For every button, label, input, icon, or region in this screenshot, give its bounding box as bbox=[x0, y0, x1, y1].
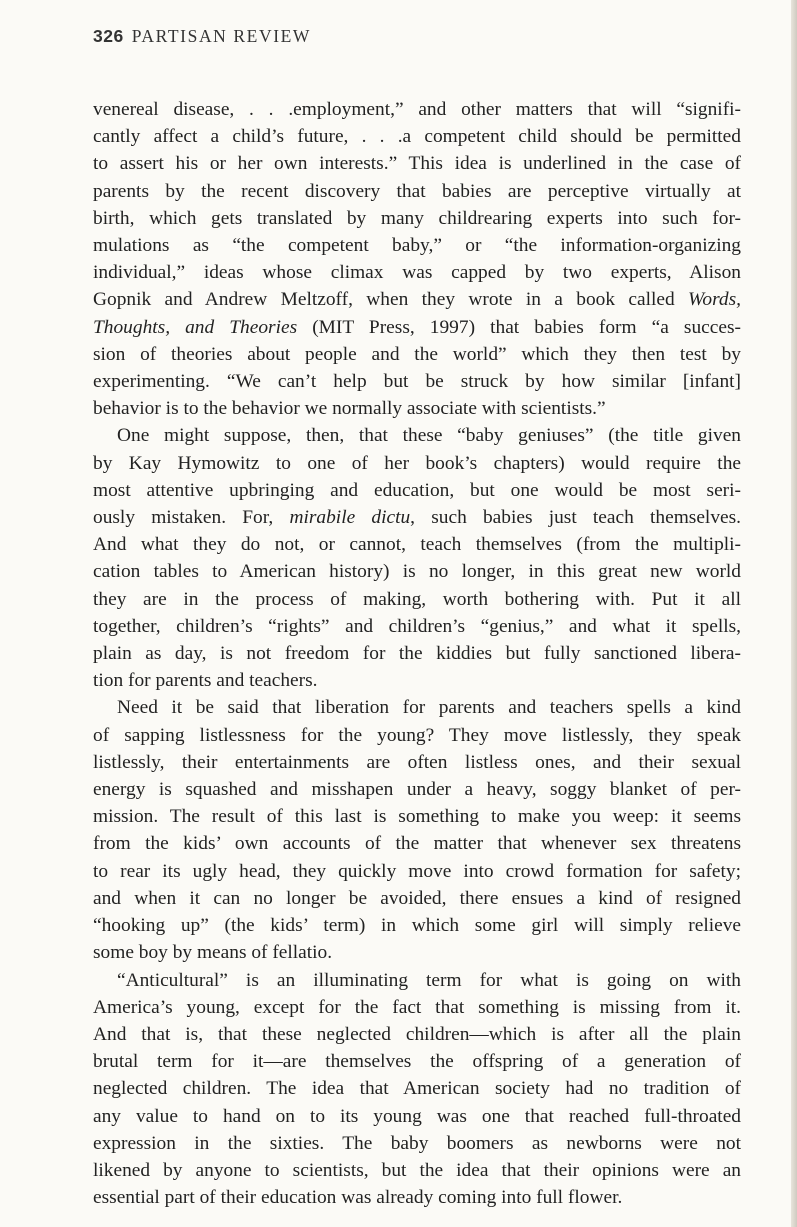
text-line bbox=[93, 558, 741, 585]
text-run: together, children’s “rights” and children’s “genius,” and what it spells, bbox=[93, 615, 741, 637]
text-run: Need it be said that liberation for parents and teachers spells a kind bbox=[117, 697, 741, 719]
text-line bbox=[93, 422, 741, 449]
text-run: “Anticultural” is an illuminating term for what is going on with bbox=[117, 969, 741, 991]
text-run: mission. The result of this last is something to make you weep: it seems bbox=[93, 806, 741, 828]
paragraph bbox=[93, 96, 741, 422]
text-line bbox=[93, 1130, 741, 1157]
text-line bbox=[93, 640, 741, 667]
text-run: ously mistaken. For, bbox=[93, 507, 290, 529]
paragraph bbox=[93, 967, 741, 1212]
italic-text: Thoughts, and Theories bbox=[93, 316, 298, 338]
text-line bbox=[93, 1075, 741, 1102]
text-line bbox=[93, 694, 741, 721]
text-run: birth, which gets translated by many childrearing experts into such for- bbox=[93, 207, 741, 229]
text-run: venereal disease, . . .employment,” and other matters that will “signifi- bbox=[93, 99, 741, 120]
text-line bbox=[93, 123, 741, 150]
text-run: any value to hand on to its young was one that reached full-throated bbox=[93, 1105, 741, 1127]
text-run: One might suppose, then, that these “baby geniuses” (the title given bbox=[117, 425, 741, 447]
text-run: behavior is to the behavior we normally associate with scientists.” bbox=[93, 398, 606, 420]
text-line bbox=[93, 477, 741, 504]
text-line bbox=[93, 1157, 741, 1184]
text-run: neglected children. The idea that American society had no tradition of bbox=[93, 1078, 741, 1100]
text-line bbox=[93, 994, 741, 1021]
text-run: listlessly, their entertainments are often listless ones, and their sexual bbox=[93, 751, 741, 773]
text-run: most attentive upbringing and education, but one would be most seri- bbox=[93, 479, 741, 501]
text-line bbox=[93, 450, 741, 477]
text-line bbox=[93, 96, 741, 123]
text-run: they are in the process of making, worth bothering with. Put it all bbox=[93, 588, 741, 610]
text-line bbox=[93, 1021, 741, 1048]
text-line bbox=[93, 858, 741, 885]
text-line bbox=[93, 259, 741, 286]
paragraph bbox=[93, 694, 741, 966]
text-run: sion of theories about people and the world” which they then test by bbox=[93, 343, 741, 365]
paragraph bbox=[93, 422, 741, 694]
text-line bbox=[93, 586, 741, 613]
journal-title: PARTISAN REVIEW bbox=[131, 26, 312, 46]
running-head bbox=[93, 26, 311, 47]
text-run: parents by the recent discovery that babies are perceptive virtually at bbox=[93, 180, 741, 202]
text-line bbox=[93, 504, 741, 531]
article-body bbox=[93, 96, 741, 1211]
text-run: from the kids’ own accounts of the matter that whenever sex threatens bbox=[93, 833, 741, 855]
text-run: Gopnik and Andrew Meltzoff, when they wrote in a book called bbox=[93, 289, 689, 311]
text-run: mulations as “the competent baby,” or “the information-organizing bbox=[93, 235, 741, 257]
page-number: 326 bbox=[93, 26, 124, 46]
text-run: tion for parents and teachers. bbox=[93, 670, 318, 692]
text-line bbox=[93, 1048, 741, 1075]
text-line bbox=[93, 531, 741, 558]
text-line bbox=[93, 1184, 741, 1211]
text-run: energy is squashed and misshapen under a heavy, soggy blanket of per- bbox=[93, 779, 741, 801]
text-run: likened by anyone to scientists, but the idea that their opinions were an bbox=[93, 1159, 741, 1181]
text-line bbox=[93, 286, 741, 313]
text-line bbox=[93, 722, 741, 749]
italic-text: Words, bbox=[688, 289, 741, 311]
text-run: and when it can no longer be avoided, there ensues a kind of resigned bbox=[93, 887, 741, 909]
text-line bbox=[93, 967, 741, 994]
text-run: of sapping listlessness for the young? They move listlessly, they speak bbox=[93, 724, 741, 746]
text-run: cantly affect a child’s future, . . .a competent child should be permitted bbox=[93, 126, 741, 148]
text-run: plain as day, is not freedom for the kiddies but fully sanctioned libera- bbox=[93, 643, 741, 665]
text-line bbox=[93, 178, 741, 205]
text-line bbox=[93, 912, 741, 939]
text-run: expression in the sixties. The baby boomers as newborns were not bbox=[93, 1132, 741, 1154]
italic-text: mirabile dictu bbox=[289, 507, 411, 529]
text-run: some boy by means of fellatio. bbox=[93, 942, 333, 964]
text-line bbox=[93, 939, 741, 966]
text-line bbox=[93, 232, 741, 259]
text-line bbox=[93, 885, 741, 912]
text-run: brutal term for it—are themselves the offspring of a generation of bbox=[93, 1051, 741, 1073]
page-edge bbox=[791, 0, 797, 1227]
text-line bbox=[93, 368, 741, 395]
text-line bbox=[93, 613, 741, 640]
text-line bbox=[93, 205, 741, 232]
text-line bbox=[93, 314, 741, 341]
text-run: to rear its ugly head, they quickly move into crowd formation for safety; bbox=[93, 860, 741, 882]
text-run: by Kay Hymowitz to one of her book’s chapters) would require the bbox=[93, 452, 741, 474]
text-line bbox=[93, 749, 741, 776]
text-line bbox=[93, 776, 741, 803]
text-line bbox=[93, 150, 741, 177]
text-line bbox=[93, 395, 741, 422]
text-line bbox=[93, 341, 741, 368]
text-run: individual,” ideas whose climax was capped by two experts, Alison bbox=[93, 262, 741, 284]
text-line bbox=[93, 803, 741, 830]
text-run: America’s young, except for the fact that something is missing from it. bbox=[93, 996, 741, 1018]
text-run: (MIT Press, 1997) that babies form “a succes- bbox=[297, 316, 741, 338]
text-run: to assert his or her own interests.” This idea is underlined in the case of bbox=[93, 153, 741, 175]
text-run: And that is, that these neglected children—which is after all the plain bbox=[93, 1023, 741, 1045]
text-run: “hooking up” (the kids’ term) in which some girl will simply relieve bbox=[93, 915, 741, 937]
text-run: experimenting. “We can’t help but be struck by how similar [infant] bbox=[93, 371, 741, 393]
text-run: And what they do not, or cannot, teach themselves (from the multipli- bbox=[93, 534, 741, 556]
text-run: , such babies just teach themselves. bbox=[410, 507, 742, 529]
text-run: essential part of their education was already coming into full flower. bbox=[93, 1187, 623, 1209]
text-line bbox=[93, 1103, 741, 1130]
text-line bbox=[93, 830, 741, 857]
text-line bbox=[93, 667, 741, 694]
text-run: cation tables to American history) is no longer, in this great new world bbox=[93, 561, 741, 583]
